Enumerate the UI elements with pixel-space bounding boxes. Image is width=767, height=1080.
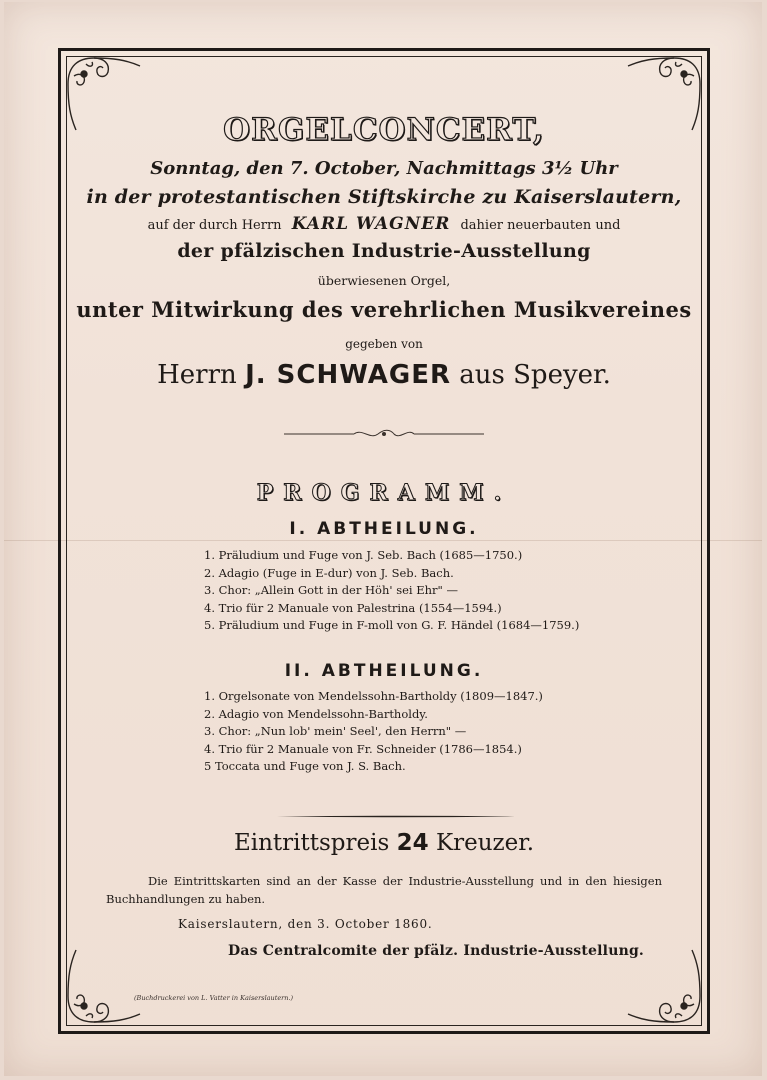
list-item: 4. Trio für 2 Manuale von Fr. Schneider (1786—1854.): [204, 741, 522, 756]
committee-signature: Das Centralcomite der pfälz. Industrie-Ausstellung.: [228, 943, 645, 959]
builder-prefix: auf der durch Herrn: [147, 218, 282, 233]
poster-title: ORGELCONCERT,: [223, 112, 545, 148]
price-suffix: Kreuzer.: [435, 830, 535, 856]
list-item: 5. Präludium und Fuge in F-moll von G. F. Händel (1684—1759.): [204, 618, 580, 633]
section-one-title: I. ABTHEILUNG.: [289, 519, 479, 539]
list-item: 3. Chor: „Nun lob' mein' Seel', den Herrn" —: [204, 724, 467, 739]
music-society-line: unter Mitwirkung des verehrlichen Musikvereines: [76, 297, 692, 322]
price-amount: 24: [396, 830, 429, 856]
performer-prefix: Herrn: [157, 360, 237, 390]
organ-builder-line: [70, 214, 698, 234]
section-one-list: [204, 547, 664, 635]
list-item: 5 Toccata und Fuge von J. S. Bach.: [204, 759, 406, 774]
performer-line: [70, 360, 698, 390]
programme-heading: PROGRAMM.: [256, 480, 512, 506]
list-item: 1. Präludium und Fuge von J. Seb. Bach (1685—1750.): [204, 548, 523, 562]
section-two-list: [204, 688, 664, 776]
admission-price: [70, 830, 698, 856]
builder-name: KARL WAGNER: [291, 214, 451, 234]
place-date: Kaiserslautern, den 3. October 1860.: [178, 917, 433, 931]
builder-suffix: dahier neuerbauten und: [460, 218, 621, 233]
concert-date: Sonntag, den 7. October, Nachmittags 3½ Uhr: [150, 158, 618, 179]
list-item: 1. Orgelsonate von Mendelssohn-Bartholdy (1809—1847.): [204, 689, 543, 703]
printer-imprint: (Buchdruckerei von L. Vatter in Kaiserslautern.): [134, 994, 294, 1002]
section-two-title: II. ABTHEILUNG.: [284, 661, 484, 681]
organ-line: überwiesenen Orgel,: [317, 273, 451, 288]
performer-suffix: aus Speyer.: [459, 360, 611, 390]
given-by-line: gegeben von: [345, 337, 423, 351]
exhibition-line: der pfälzischen Industrie-Ausstellung: [177, 240, 591, 262]
list-item: 3. Chor: „Allein Gott in der Höh' sei Ehr" —: [204, 583, 458, 598]
price-prefix: Eintrittspreis: [233, 830, 390, 856]
divider-rule: [277, 803, 515, 806]
list-item: 4. Trio für 2 Manuale von Palestrina (1554—1594.): [204, 600, 502, 615]
corner-ornament-icon: [64, 946, 144, 1026]
divider-ornament-icon: [284, 426, 484, 442]
list-item: 2. Adagio (Fuge in E-dur) von J. Seb. Bach.: [204, 565, 454, 580]
concert-venue: in der protestantischen Stiftskirche zu Kaiserslautern,: [86, 186, 682, 208]
performer-name: J. SCHWAGER: [245, 360, 451, 390]
list-item: 2. Adagio von Mendelssohn-Bartholdy.: [204, 706, 428, 721]
ticket-note: Die Eintrittskarten sind an der Kasse der Industrie-Ausstellung und in den hiesigen Buchhandlungen zu haben.: [106, 874, 662, 906]
